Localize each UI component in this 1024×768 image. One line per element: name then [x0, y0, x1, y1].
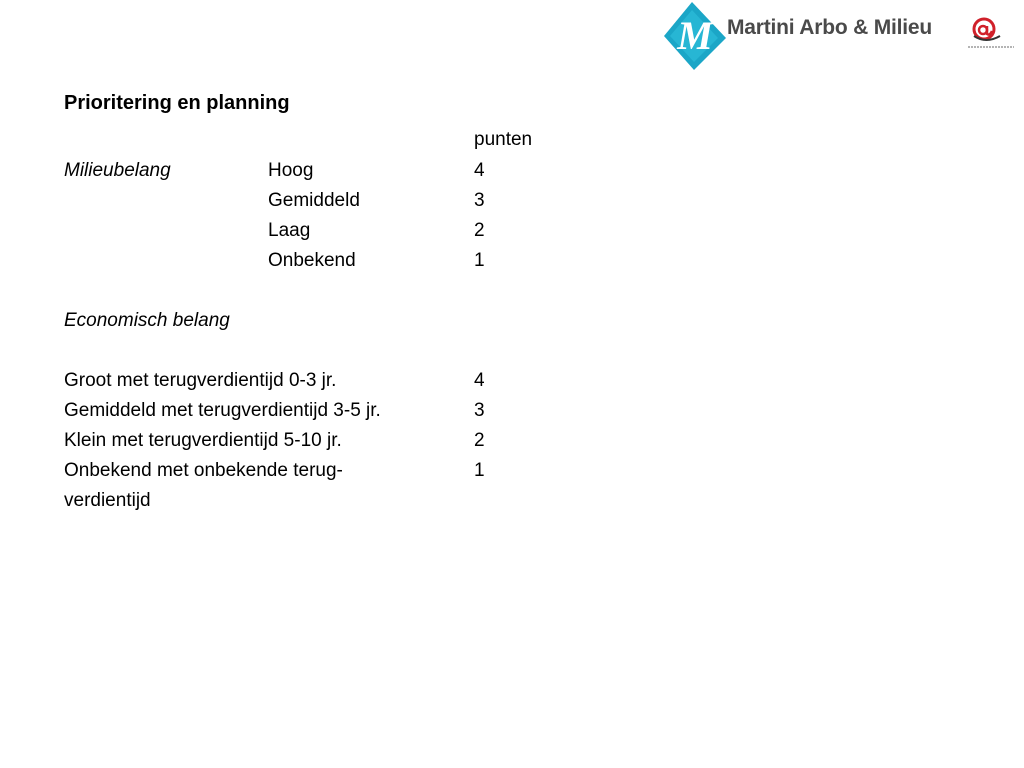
svg-text:M: M	[677, 13, 713, 58]
economisch-label: Economisch belang	[64, 310, 230, 331]
milieu-points: 2	[474, 220, 485, 241]
martini-logo-icon	[664, 0, 726, 70]
milieu-points: 4	[474, 160, 485, 181]
milieu-label: Milieubelang	[64, 160, 171, 181]
page-title: Prioritering en planning	[64, 92, 290, 114]
brand-name: Martini Arbo & Milieu	[727, 16, 933, 39]
economisch-row-text: Onbekend met onbekende terug-	[64, 460, 343, 481]
economisch-points: 1	[474, 460, 485, 481]
economisch-points: 3	[474, 400, 485, 421]
economisch-row-continuation: verdientijd	[64, 490, 151, 511]
certification-logo-icon	[964, 14, 1018, 54]
milieu-level: Onbekend	[268, 250, 356, 271]
points-column-header: punten	[474, 129, 533, 150]
economisch-row-text: Groot met terugverdientijd 0-3 jr.	[64, 370, 337, 391]
milieu-level: Gemiddeld	[268, 190, 360, 211]
economisch-row-text: Klein met terugverdientijd 5-10 jr.	[64, 430, 342, 451]
economisch-points: 4	[474, 370, 485, 391]
milieu-level: Hoog	[268, 160, 314, 181]
economisch-points: 2	[474, 430, 485, 451]
economisch-row-text: Gemiddeld met terugverdientijd 3-5 jr.	[64, 400, 381, 421]
milieu-points: 3	[474, 190, 485, 211]
milieu-points: 1	[474, 250, 485, 271]
milieu-level: Laag	[268, 220, 311, 241]
